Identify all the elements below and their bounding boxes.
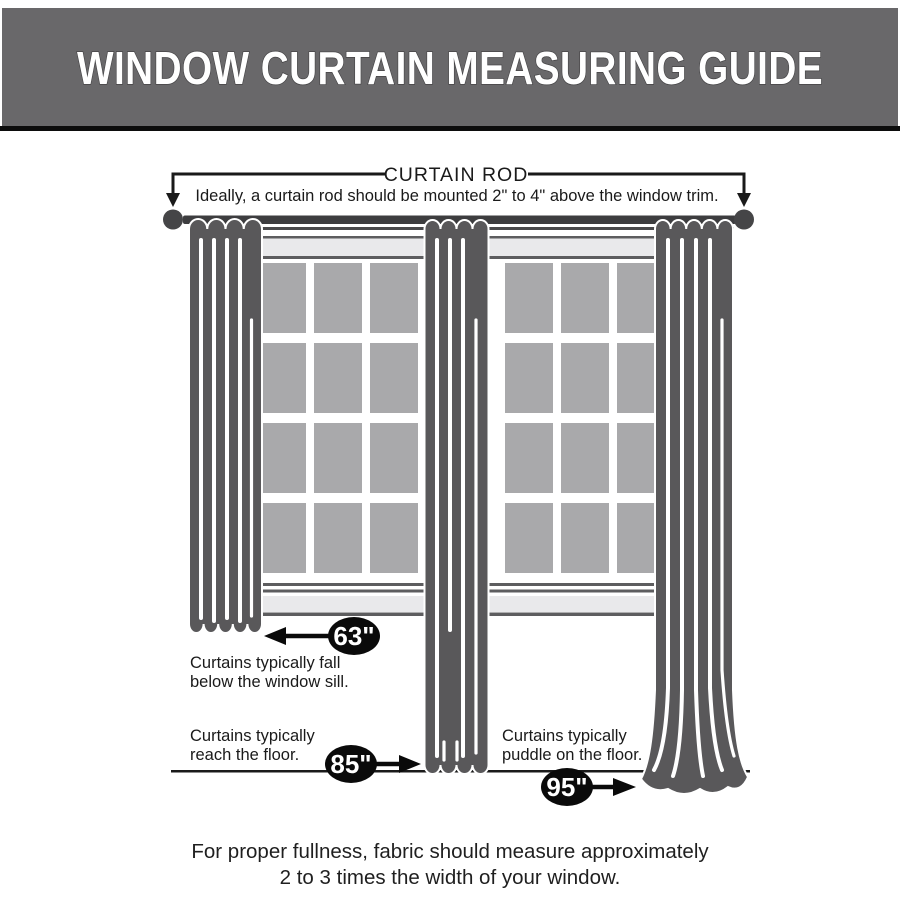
curtain-rod-label: CURTAIN ROD	[383, 164, 529, 186]
fullness-note-line2: 2 to 3 times the width of your window.	[279, 866, 621, 889]
measurement-value: 95"	[546, 772, 588, 802]
rod-finial-left	[163, 210, 183, 230]
puddle-caption-line1: Curtains typically	[502, 727, 627, 745]
right-arrow-icon	[613, 778, 636, 796]
curtain-panel-floor-length	[425, 220, 489, 774]
curtain-rod-description: Ideally, a curtain rod should be mounted 2" to 4" above the window trim.	[195, 187, 719, 205]
measurement-puddle	[502, 727, 642, 806]
floor-caption-line2: reach the floor.	[190, 746, 300, 764]
left-arrow-icon	[264, 627, 286, 645]
header-banner	[0, 8, 900, 131]
banner-bottom-border	[0, 126, 900, 131]
curtain-shape	[425, 220, 489, 774]
rod-finial-right	[734, 210, 754, 230]
fullness-note	[191, 840, 709, 889]
sill-caption-line1: Curtains typically fall	[190, 654, 341, 672]
floor-caption-line1: Curtains typically	[190, 727, 315, 745]
page-title: WINDOW CURTAIN MEASURING GUIDE	[77, 42, 823, 94]
down-arrow-icon	[737, 193, 751, 207]
curtain-rod-callout	[166, 164, 751, 207]
sill-caption-line2: below the window sill.	[190, 673, 349, 691]
curtain-panel-sill-length	[189, 219, 262, 633]
fullness-note-line1: For proper fullness, fabric should measure approximately	[191, 840, 709, 863]
measurement-value: 63"	[333, 621, 375, 651]
puddle-caption-line2: puddle on the floor.	[502, 746, 643, 764]
measurement-floor	[190, 727, 421, 783]
measurement-value: 85"	[330, 749, 372, 779]
down-arrow-icon	[166, 193, 180, 207]
curtain-panel-puddle-length	[641, 220, 748, 794]
